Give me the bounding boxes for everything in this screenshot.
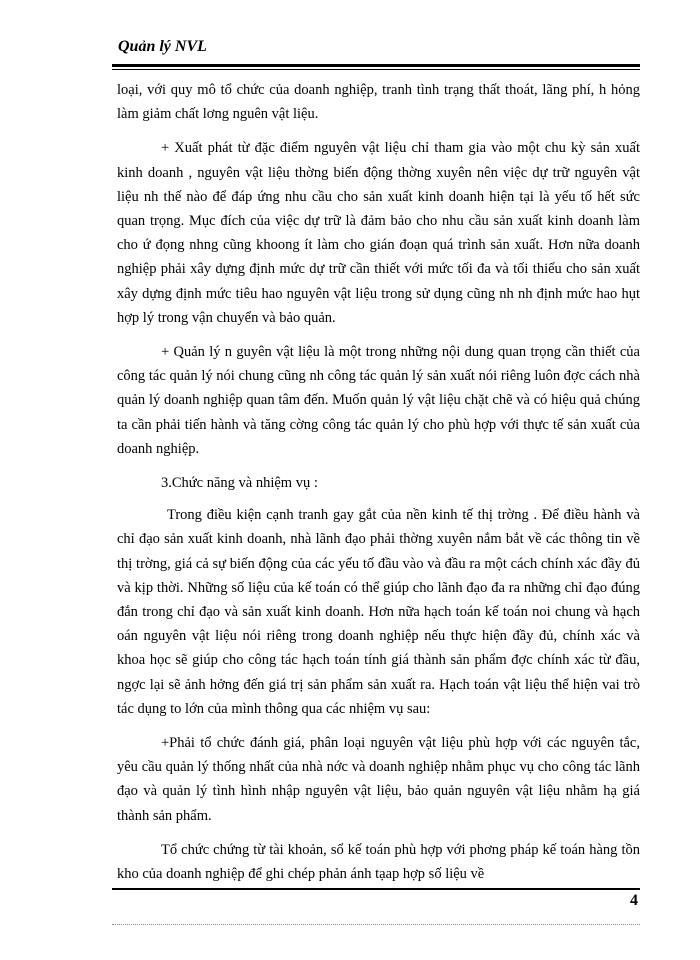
page-number: 4 bbox=[630, 892, 638, 909]
footer-rule bbox=[112, 888, 640, 890]
body-text bbox=[117, 78, 640, 896]
header-rule-thick bbox=[112, 64, 640, 67]
paragraph-3: + Quản lý n guyên vật liệu là một trong những nội dung quan trọng cần thiết của công tác quản lý nói chung cũng nh công tác quản lý sản xuất nói riêng luôn đợc cách nhà quản lý doanh nghiệp quan tâm đến. Muốn quản lý vật liệu chặt chẽ và có hiệu quả chúng ta cần phải tiến hành và tăng cờng công tác quản lý cho phù hợp với thực tế sản xuất của doanh nghiệp. bbox=[117, 344, 640, 457]
running-header: Quản lý NVL bbox=[118, 38, 207, 55]
paragraph-1: loại, với quy mô tổ chức của doanh nghiệp, tranh tình trạng thất thoát, lãng phí, h hỏng làm giảm chất lơng nguên vật liệu. bbox=[117, 82, 640, 123]
section-heading: 3.Chức năng và nhiệm vụ : bbox=[161, 475, 318, 492]
header-rule-thin bbox=[112, 69, 640, 70]
paragraph-2: + Xuất phát từ đặc điểm nguyên vật liệu chỉ tham gia vào một chu kỳ sản xuất kinh doanh , nguyên vật liệu thờng biến động thờng xuyên nên việc dự trữ nguyên vật liệu nh thế nào để đáp ứng nhu cầu cho sản xuất kinh doanh hiện tại là yếu tố hết sức quan trọng. Mục đích của việc dự trữ là đảm bảo cho nhu cầu sản xuất kinh doanh làm cho ứ đọng nhng cũng khoong ít làm cho gián đoạn quá trình sản xuất. Hơn nữa doanh nghiệp phải xây dựng định mức dự trữ cần thiết với mức tối đa và tối thiểu cho sản xuất xây dựng định mức tiêu hao nguyên vật liệu trong sử dụng cũng nh nh định mức hao hụt hợp lý trong vận chuyển và bảo quản. bbox=[117, 140, 640, 326]
paragraph-6: Tổ chức chứng từ tài khoản, sổ kế toán phù hợp với phơng pháp kế toán hàng tồn kho của doanh nghiệp để ghi chép phản ánh tạap hợp số liệu về bbox=[117, 841, 640, 883]
paragraph-5: +Phải tổ chức đánh giá, phân loại nguyên vật liệu phù hợp với các nguyên tắc, yêu cầu quản lý thống nhất của nhà nớc và doanh nghiệp nhằm phục vụ cho công tác lãnh đạo và quản lý tình hình nhập nguyên vật liệu, bảo quản nguyên vật liệu nhằm hạ giá thành sản phẩm. bbox=[117, 735, 640, 824]
paragraph-4: Trong điều kiện cạnh tranh gay gắt của nền kinh tế thị trờng . Để điều hành và chỉ đạo sản xuất kinh doanh, nhà lãnh đạo phải thờng xuyên nắm bắt về các thông tin về thị trờng, giá cả sự biến động của các yếu tố đầu vào và đầu ra một cách chính xác đầy đủ và kịp thời. Những số liệu của kế toán có thể giúp cho lãnh đạo đa ra những chỉ đạo đúng đắn trong chỉ đạo và sản xuất kinh doanh. Hơn nữa hạch toán kế toán noi chung và hạch oán nguyên vật liệu nói riêng trong doanh nghiệp nếu thực hiện đầy đủ, chính xác và khoa học sẽ giúp cho công tác hạch toán tính giá thành sản phẩm đợc chính xác từ đầu, ngợc lại sẽ ảnh hởng đến giá trị sản phẩm sản xuất ra. Hạch toán vật liệu thể hiện vai trò tác dụng to lớn của mình thông qua các nhiệm vụ sau: bbox=[117, 507, 640, 717]
bottom-dotted-rule bbox=[112, 924, 640, 926]
